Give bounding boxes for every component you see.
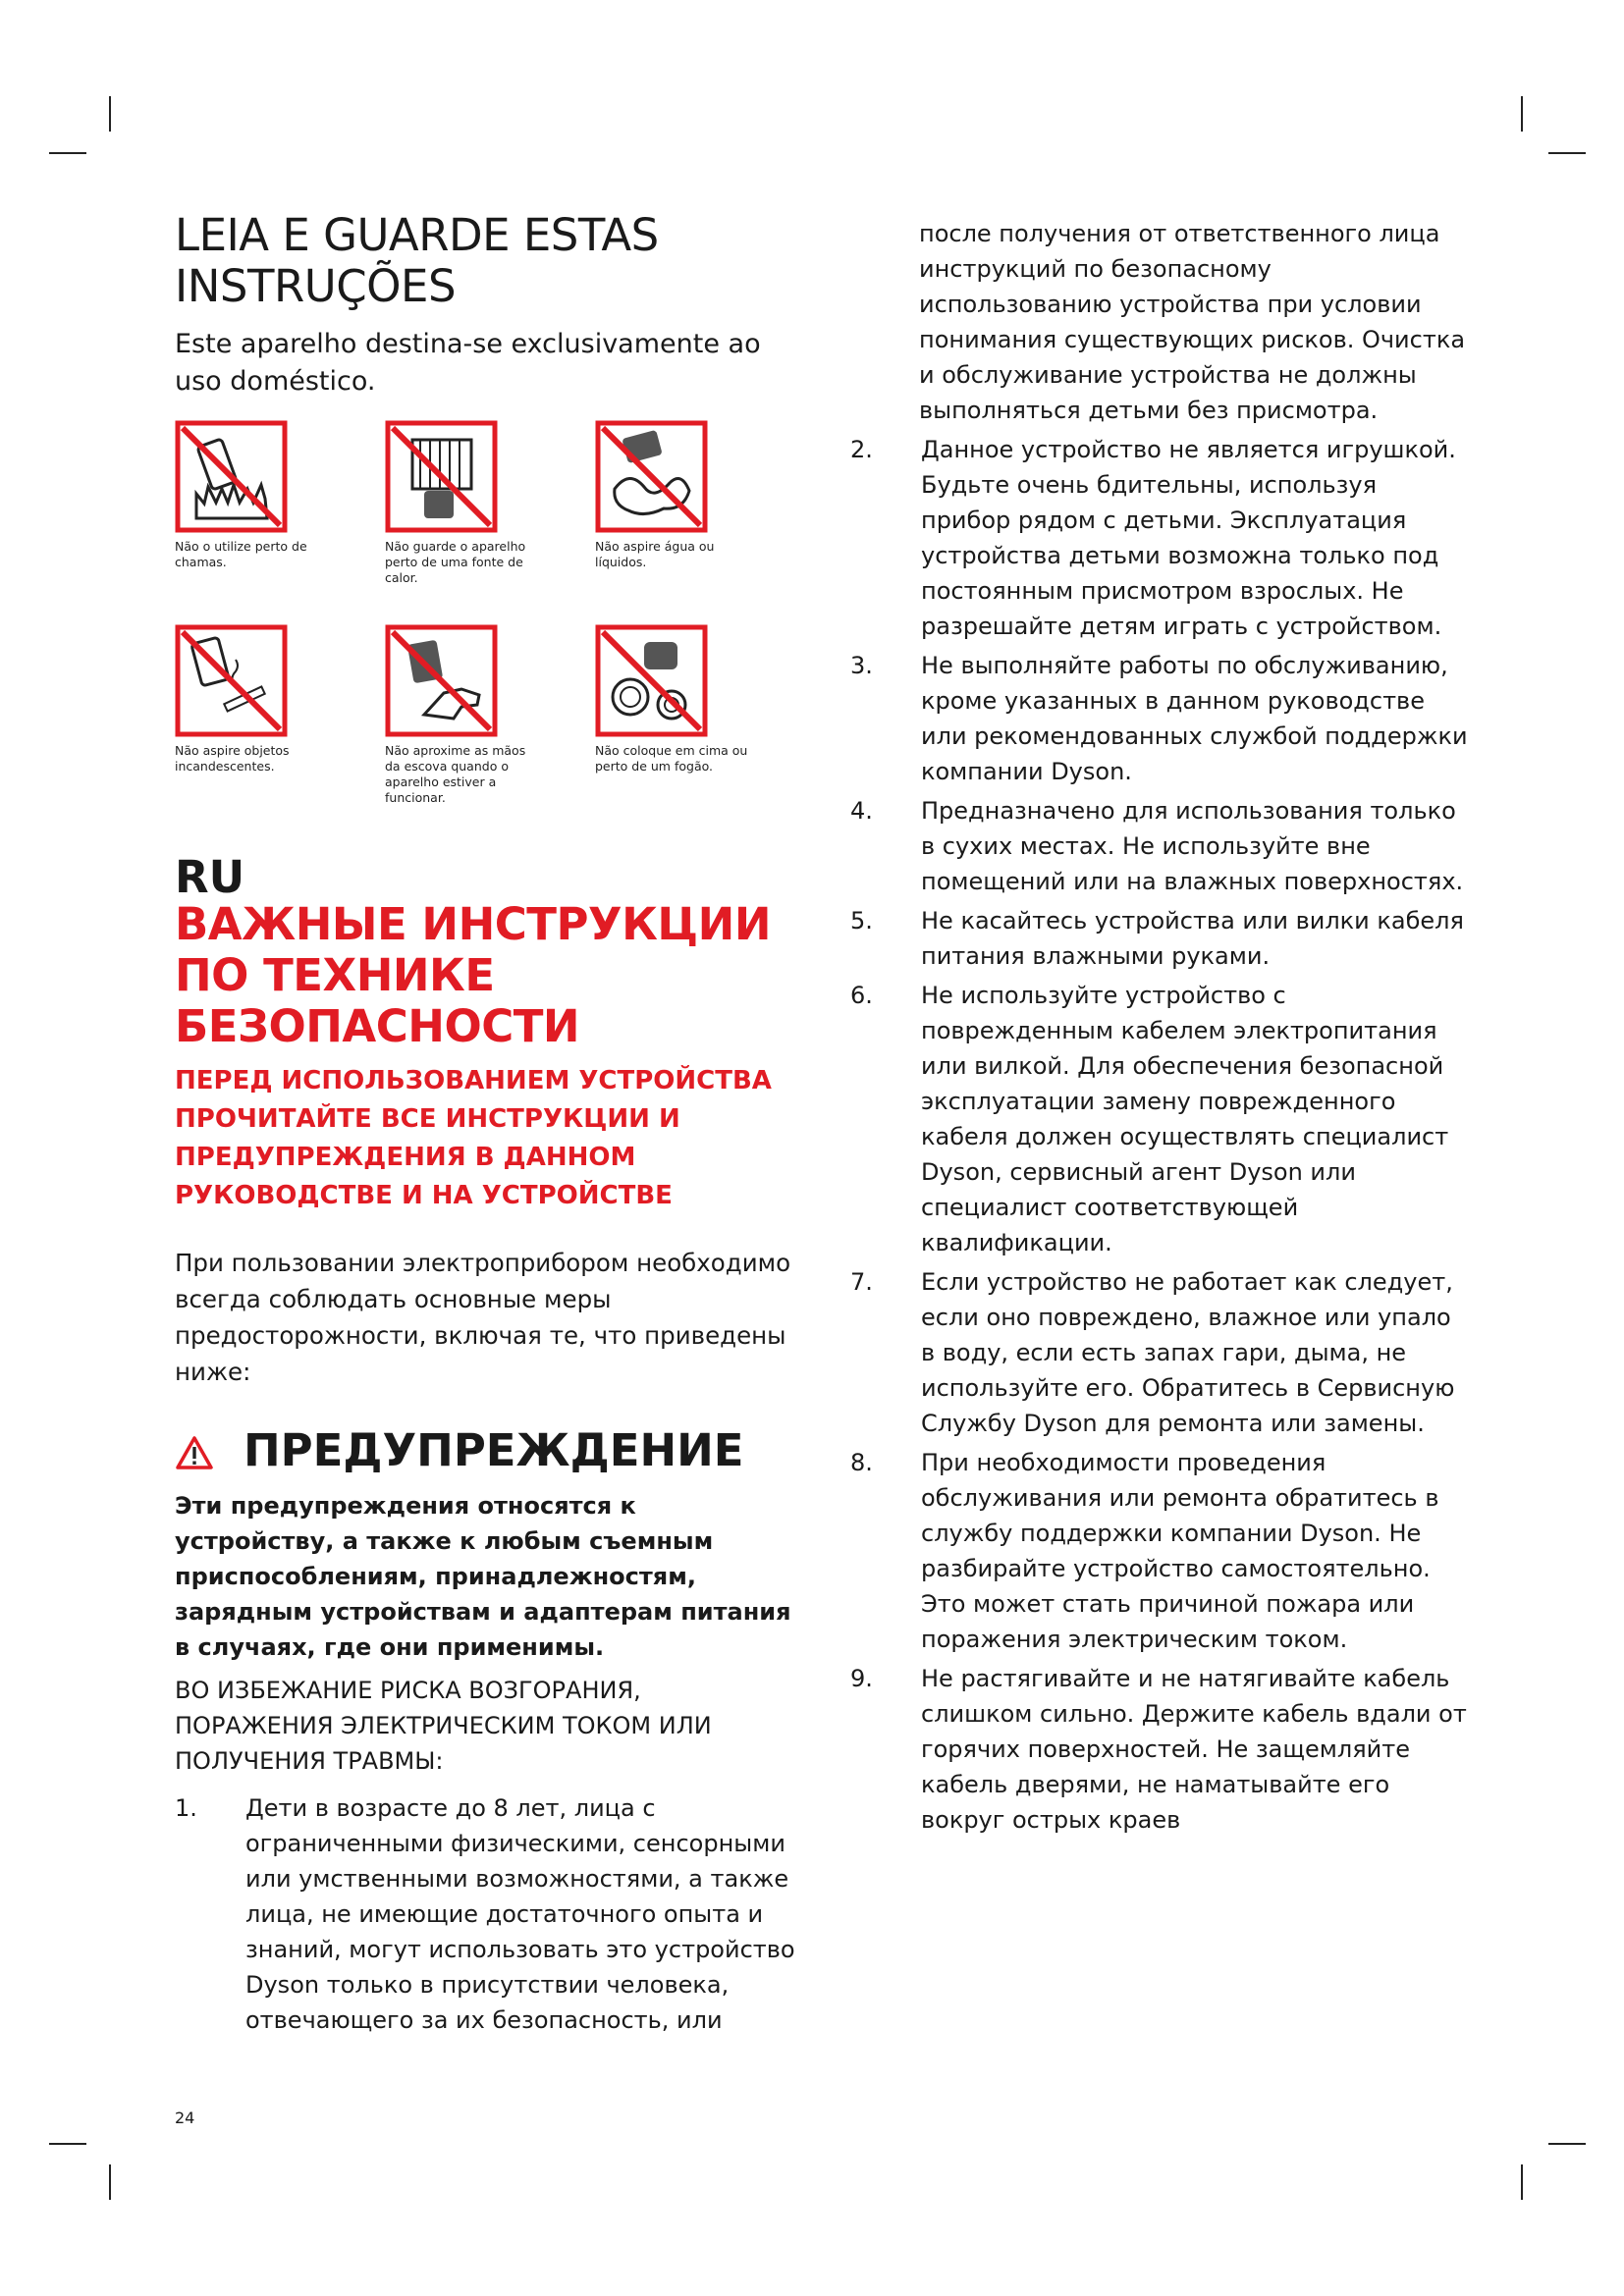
item-text: Предназначено для использования только в сухих местах. Не используйте вне помещений или на влажных поверхностях. xyxy=(921,797,1464,895)
item-number: 4. xyxy=(850,797,873,825)
warning-heading xyxy=(175,1421,803,1480)
crop-mark xyxy=(1521,2164,1523,2200)
crop-mark xyxy=(49,2143,86,2145)
icon-cell xyxy=(385,420,557,586)
list-item xyxy=(850,978,1469,1260)
crop-mark xyxy=(1548,2143,1586,2145)
item-number: 5. xyxy=(850,907,873,934)
icon-caption: Não o utilize perto de chamas. xyxy=(175,539,307,569)
instruction-list-right xyxy=(850,216,1469,1842)
item-number: 9. xyxy=(850,1665,873,1692)
no-heat-source-icon xyxy=(385,420,498,533)
item-text: Дети в возрасте до 8 лет, лица с ограниченными физическими, сенсорными или умственными возможностями, а также лица, не имеющие достаточного опыта и знаний, могут использовать это устройство Dyson только в присутствии человека, отвечающего за их безопасность, или xyxy=(245,1794,795,2034)
list-item xyxy=(850,1661,1469,1838)
item-text: Не растягивайте и не натягивайте кабель слишком сильно. Держите кабель вдали от горячих поверхностей. Не защемляйте кабель дверями, не наматывайте его вокруг острых краев xyxy=(921,1665,1467,1834)
item-number: 8. xyxy=(850,1449,873,1476)
icon-caption: Não aspire água ou líquidos. xyxy=(595,539,715,569)
instruction-list-left xyxy=(175,1790,803,2038)
icon-cell xyxy=(175,624,347,774)
item-number: 3. xyxy=(850,652,873,679)
item-text: Не используйте устройство с поврежденным кабелем электропитания или вилкой. Для обеспечения безопасной эксплуатации замену поврежденного кабеля должен осуществлять специалист Dyson, сервисный агент Dyson или специалист соответствующей квалификации. xyxy=(921,982,1449,1256)
crop-mark xyxy=(1548,152,1586,154)
icon-caption: Não coloque em cima ou perto de um fogão. xyxy=(595,743,748,774)
list-item xyxy=(850,1264,1469,1441)
list-item xyxy=(850,793,1469,899)
no-hands-near-brush-icon xyxy=(385,624,498,737)
ru-subtitle: ПЕРЕД ИСПОЛЬЗОВАНИЕМ УСТРОЙСТВА ПРОЧИТАЙТЕ ВСЕ ИНСТРУКЦИИ И ПРЕДУПРЕЖДЕНИЯ В ДАННОМ РУКОВОДСТВЕ И НА УСТРОЙСТВЕ xyxy=(175,1066,772,1210)
item-number: 7. xyxy=(850,1268,873,1296)
list-item xyxy=(850,903,1469,974)
list-item xyxy=(175,1790,803,2038)
crop-mark xyxy=(109,2164,111,2200)
icon-caption: Não aspire objetos incandescentes. xyxy=(175,743,290,774)
page-number: 24 xyxy=(175,2109,195,2127)
item-text: Не выполняйте работы по обслуживанию, кроме указанных в данном руководстве или рекомендованных службой поддержки компании Dyson. xyxy=(921,652,1468,785)
item-text: Не касайтесь устройства или вилки кабеля питания влажными руками. xyxy=(921,907,1464,970)
language-code: RU xyxy=(175,851,245,903)
no-flames-icon xyxy=(175,420,288,533)
icon-cell xyxy=(385,624,557,806)
pt-subtitle: Este aparelho destina-se exclusivamente ao uso doméstico. xyxy=(175,329,761,397)
crop-mark xyxy=(1521,96,1523,132)
item-text: При необходимости проведения обслуживания или ремонта обратитесь в службу поддержки компании Dyson. Не разбирайте устройство самостоятельно. Это может стать причиной пожара или поражения электрическим током. xyxy=(921,1449,1439,1653)
item-text: после получения от ответственного лица инструкций по безопасному использованию устройства при условии понимания существующих рисков. Очистка и обслуживание устройства не должны выполняться детьми без присмотра. xyxy=(919,220,1466,424)
warning-title: ПРЕДУПРЕЖДЕНИЕ xyxy=(244,1424,744,1476)
list-item xyxy=(850,648,1469,789)
list-item xyxy=(850,432,1469,644)
ru-title: ВАЖНЫЕ ИНСТРУКЦИИ ПО ТЕХНИКЕ БЕЗОПАСНОСТИ xyxy=(175,898,771,1052)
pt-title: LEIA E GUARDE ESTAS INSTRUÇÕES xyxy=(175,209,659,312)
item-number: 1. xyxy=(175,1794,197,1822)
icon-cell xyxy=(595,420,767,570)
no-liquids-icon xyxy=(595,420,708,533)
icon-cell xyxy=(595,624,767,774)
intro-paragraph: При пользовании электроприбором необходимо всегда соблюдать основные меры предосторожности, включая те, что приведены ниже: xyxy=(175,1249,791,1386)
item-number: 6. xyxy=(850,982,873,1009)
crop-mark xyxy=(49,152,86,154)
warning-triangle-icon xyxy=(175,1435,214,1470)
icon-caption: Não aproxime as mãos da escova quando o aparelho estiver a funcionar. xyxy=(385,743,526,805)
list-item xyxy=(850,1445,1469,1657)
no-hot-objects-icon xyxy=(175,624,288,737)
icon-caption: Não guarde o aparelho perto de uma fonte de calor. xyxy=(385,539,526,585)
item-text: Если устройство не работает как следует, если оно повреждено, влажное или упало в воду, если есть запах гари, дыма, не используйте его. Обратитесь в Сервисную Службу Dyson для ремонта или замены. xyxy=(921,1268,1455,1437)
crop-mark xyxy=(109,96,111,132)
item-number: 2. xyxy=(850,436,873,463)
list-item-continued xyxy=(850,216,1469,428)
warning-scope-text: Эти предупреждения относятся к устройству, а также к любым съемным приспособлениям, принадлежностям, зарядным устройствам и адаптерам питания в случаях, где они применимы. xyxy=(175,1492,791,1661)
no-stove-icon xyxy=(595,624,708,737)
icon-cell xyxy=(175,420,347,570)
item-text: Данное устройство не является игрушкой. Будьте очень бдительны, используя прибор рядом с детьми. Эксплуатация устройства детьми возможна только под постоянным присмотром взрослых. Не разрешайте детям играть с устройством. xyxy=(921,436,1456,640)
warning-risk-heading: ВО ИЗБЕЖАНИЕ РИСКА ВОЗГОРАНИЯ, ПОРАЖЕНИЯ ЭЛЕКТРИЧЕСКИМ ТОКОМ ИЛИ ПОЛУЧЕНИЯ ТРАВМЫ: xyxy=(175,1677,712,1775)
